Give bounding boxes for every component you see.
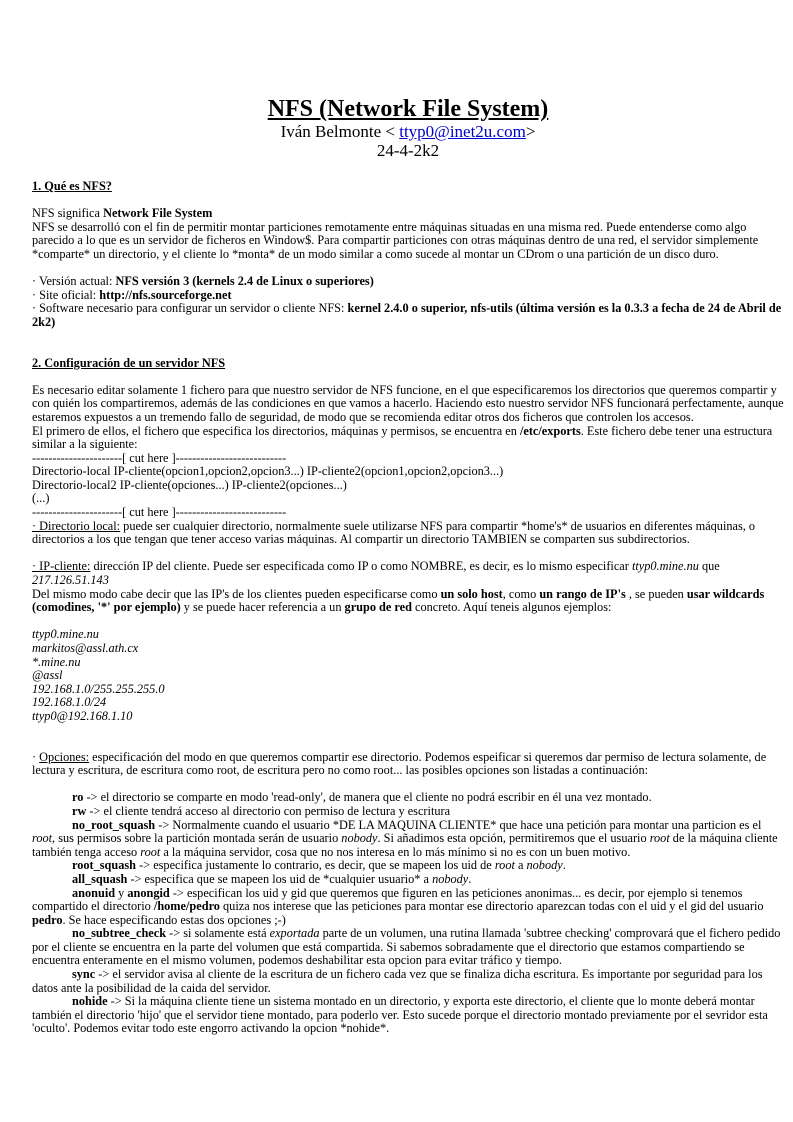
italic-term: root: [494, 858, 515, 873]
italic-term: root: [32, 831, 53, 846]
exports-text-a: El primero de ellos, el fichero que especifica los directorios, máquinas y permisos, se encuentra en: [32, 423, 520, 438]
local-directory-label: · Directorio local:: [32, 518, 121, 533]
option-desc: parte de un volumen, una rutina llamada 'subtree checking' comprovará que el fichero pedido por el cliente se encuentra en la parte del volumen que está compartida. Si sabemos sobradamente que el directorio que estamos compartiendo se encuentra enteramente en el mismo volumen, podemos deshabilitar esta opcion para evitar tráfico y tiempo.: [32, 926, 781, 968]
host-example: 192.168.1.0/24: [32, 695, 107, 710]
ip-client-example-ip: 217.126.51.143: [32, 573, 109, 588]
options-label: Opciones:: [39, 749, 90, 764]
option-desc: a la máquina servidor, cosa que no nos interesa en lo más mínimo si no es con un buen motivo.: [160, 844, 631, 859]
author-email-link[interactable]: ttyp0@inet2u.com: [399, 122, 526, 141]
option-key: root_squash: [72, 858, 137, 873]
site-line: [32, 289, 784, 303]
ip-formats-paragraph: [32, 588, 784, 615]
author-line: [32, 122, 784, 141]
option-nohide: [32, 995, 784, 1036]
option-key: ro: [72, 790, 84, 805]
text-span: , se pueden: [625, 586, 687, 601]
options-bullet: ·: [32, 749, 40, 764]
config-intro: Es necesario editar solamente 1 fichero para que nuestro servidor de NFS funcione, en el que especificaremos los directorios que queremos compartir y con quién los compartiremos, además de las condiciones en que vamos a hacerlo. Haciendo esto nuestro servidor NFS funcionará perfectamente, aunque estaremos expuestos a un tremendo fallo de seguridad, de modo que se recomienda editar otros dos ficheros que controlen los accesos.: [32, 382, 784, 424]
ip-client-text-mid: que: [698, 559, 720, 574]
option-no-subtree-check: [32, 927, 784, 968]
exports-example-line: Directorio-local2 IP-cliente(opciones...) IP-cliente2(opciones...): [32, 477, 347, 492]
title-block: [32, 96, 784, 160]
option-key: anongid: [127, 885, 170, 900]
italic-term: nobody: [526, 858, 563, 873]
italic-term: root: [140, 844, 161, 859]
exports-paragraph: [32, 425, 784, 452]
local-directory-text: puede ser cualquier directorio, normalmente suele utilizarse NFS para compartir *home's* de usuarios en diferentes máquinas, o directorios a los que tengan que tener acceso varias máquinas. Al compartir un directorio TAMBIEN se comparten sus subdirectorios.: [32, 518, 756, 547]
text-span: concreto. Aquí teneis algunos ejemplos:: [411, 600, 612, 615]
ip-client-example-name: ttyp0.mine.nu: [631, 559, 699, 574]
option-desc: -> si solamente está: [166, 926, 270, 941]
cut-here-top: ----------------------[ cut here ]---------------------------: [32, 450, 287, 465]
cut-here-bottom: ----------------------[ cut here ]---------------------------: [32, 505, 287, 520]
option-ro: [32, 791, 784, 805]
italic-term: root: [649, 831, 670, 846]
option-desc: .: [562, 858, 566, 873]
host-example: 192.168.1.0/255.255.255.0: [32, 681, 165, 696]
option-rw: [32, 805, 784, 819]
bold-span: un solo host: [440, 586, 503, 601]
bold-span: usar wildcards (comodines, '*' por ejemplo): [32, 586, 765, 615]
section-1-heading: 1. Qué es NFS?: [32, 179, 112, 193]
version-label: · Versión actual:: [32, 274, 116, 289]
option-no-root-squash: [32, 819, 784, 860]
option-sync: [32, 968, 784, 995]
option-desc: -> especifican los uid y gid que queremos que figuren en las peticiones anonimas... es decir, por ejemplo si tenemos compartido el directorio: [32, 885, 743, 914]
host-example: *.mine.nu: [32, 654, 81, 669]
bold-term: pedro: [32, 912, 63, 927]
options-text: especificación del modo en que queremos compartir ese directorio. Podemos espeificar si queremos dar permiso de lectura solamente, de lectura y escritura, de escritura como root, de escritura pero no como root... las posibles opciones son listadas a continuación:: [32, 749, 767, 778]
italic-term: nobody: [432, 871, 469, 886]
italic-term: nobody: [341, 831, 378, 846]
italic-term: exportada: [269, 926, 320, 941]
version-value: NFS versión 3 (kernels 2.4 de Linux o superiores): [115, 274, 374, 289]
ip-client-text: dirección IP del cliente. Puede ser especificada como IP o como NOMBRE, es decir, es lo mismo especificar: [90, 559, 632, 574]
host-example: ttyp0@192.168.1.10: [32, 708, 133, 723]
text-span: y se puede hacer referencia a un: [180, 600, 345, 615]
option-key: no_root_squash: [72, 817, 156, 832]
text-span: , como: [502, 586, 540, 601]
option-anonuid-anongid: [32, 887, 784, 928]
software-value: kernel 2.4.0 o superior, nfs-utils (última versión es la 0.3.3 a fecha de 24 de Abril de 2k2): [32, 301, 782, 329]
bold-span: grupo de red: [344, 600, 412, 615]
bold-span: un rango de IP's: [539, 586, 626, 601]
option-desc: a: [514, 858, 527, 873]
option-desc: -> Si la máquina cliente tiene un sistema montado en un directorio, y exporta este directorio, el cliente que lo monte deberá montar también el directorio 'hijo' que el servidor tiene montado, para poderlo ver. Esto sucede porque el directorio montado previamente por el sevridor esta 'oculto'. Podemos evitar todo este engorro activando la opcion *nohide*.: [32, 994, 768, 1036]
software-line: [32, 302, 784, 329]
option-key: sync: [72, 967, 96, 982]
option-desc: y: [115, 885, 128, 900]
ip-client-label: · IP-cliente:: [32, 559, 91, 574]
site-label: · Site oficial:: [32, 287, 100, 302]
option-key: anonuid: [72, 885, 116, 900]
option-desc: -> especifica justamente lo contrario, es decir, que se mapeen los uid de: [136, 858, 495, 873]
bold-term: /home/pedro: [153, 899, 220, 914]
text-span: Del mismo modo cabe decir que las IP's de los clientes pueden especificarse como: [32, 586, 441, 601]
option-desc: . Se hace especificando estas dos opciones ;-): [62, 912, 286, 927]
option-desc: quiza nos interese que las peticiones para montar ese directorio aparezcan todas con el uid y el gid del usuario: [219, 899, 764, 914]
nfs-description: NFS se desarrolló con el fin de permitir montar particiones remotamente entre máquinas situadas en una misma red. Puede entenderse como algo parecido a lo que es un servidor de ficheros en Window$. Para compartir particiones con otras máquinas dentro de una red, el servidor simplemente *comparte* un directorio, y el cliente lo *monta* de un modo similar a como sucede al montar un CDrom o una partición de un disco duro.: [32, 219, 759, 261]
host-example: ttyp0.mine.nu: [32, 627, 99, 642]
option-all-squash: [32, 873, 784, 887]
option-desc: . Si añadimos esta opción, permitiremos que el usuario: [377, 831, 650, 846]
option-desc: -> el cliente tendrá acceso al directorio con permiso de lectura y escritura: [86, 803, 451, 818]
option-desc: -> el servidor avisa al cliente de la escritura de un fichero cada vez que se finaliza dicha escritura. Es importante por seguridad para los datos ante la posibilidad de la caida del servidor.: [32, 967, 763, 995]
options-item: [32, 751, 784, 778]
option-desc: .: [468, 871, 472, 886]
option-desc: -> especifica que se mapeen los uid de *cualquier usuario* a: [127, 871, 433, 886]
option-root-squash: [32, 859, 784, 873]
option-key: no_subtree_check: [72, 926, 167, 941]
option-desc: , sus permisos sobre la partición montada serán de usuario: [52, 831, 342, 846]
software-label: · Software necesario para configurar un servidor o cliente NFS:: [32, 301, 348, 316]
option-key: rw: [72, 803, 87, 818]
exports-path: /etc/exports: [519, 423, 581, 438]
nfs-meaning: [32, 207, 784, 221]
document-date: 24-4-2k2: [376, 141, 440, 160]
section-2-heading: 2. Configuración de un servidor NFS: [32, 355, 226, 370]
document-page: [32, 96, 784, 1036]
option-desc: -> Normalmente cuando el usuario *DE LA MAQUINA CLIENTE* que hace una petición para montar una particion es el: [155, 817, 762, 832]
option-key: all_squash: [72, 871, 128, 886]
nfs-meaning-term: Network File System: [103, 206, 213, 221]
local-directory-item: [32, 520, 784, 547]
author-name: Iván Belmonte <: [280, 122, 400, 141]
site-value: http://nfs.sourceforge.net: [99, 287, 232, 302]
option-desc: de la máquina cliente también tenga acceso: [32, 831, 778, 859]
document-title: NFS (Network File System): [267, 96, 549, 122]
nfs-meaning-text: NFS significa: [32, 206, 104, 221]
exports-text-c: . Este fichero debe tener una estructura similar a la siguiente:: [32, 423, 773, 452]
author-suffix: >: [525, 122, 536, 141]
host-example: markitos@assl.ath.cx: [32, 641, 139, 655]
exports-example-line: (...): [32, 491, 50, 506]
host-example: @assl: [32, 668, 63, 683]
host-examples-list: [32, 628, 784, 723]
option-key: nohide: [72, 994, 108, 1009]
ip-client-item: [32, 560, 784, 587]
option-desc: -> el directorio se comparte en modo 'read-only', de manera que el cliente no podrá escribir en él una vez montado.: [83, 790, 652, 805]
version-line: [32, 275, 784, 289]
exports-example-line: Directorio-local IP-cliente(opcion1,opcion2,opcion3...) IP-cliente2(opcion1,opcion2,opcion3...): [32, 464, 504, 479]
